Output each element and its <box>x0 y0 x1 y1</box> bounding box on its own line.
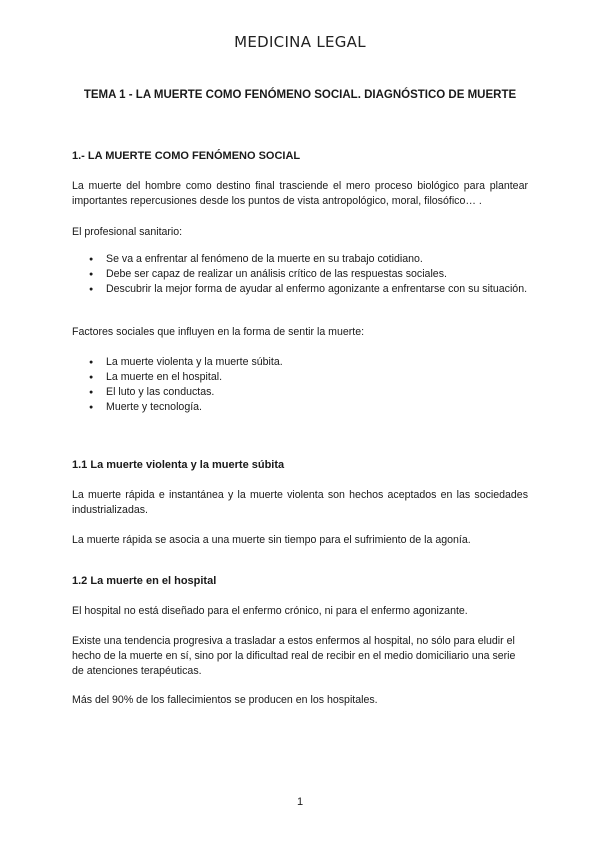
section-heading: 1.- LA MUERTE COMO FENÓMENO SOCIAL <box>72 150 301 162</box>
list-item: ● El luto y las conductas. <box>72 385 528 400</box>
page-title: TEMA 1 - LA MUERTE COMO FENÓMENO SOCIAL. DIAGNÓSTICO DE MUERTE <box>83 89 517 101</box>
list-item: ● Descubrir la mejor forma de ayudar al enfermo agonizante a enfrentarse con su situación. <box>72 282 528 297</box>
page-number: 1 <box>296 796 304 808</box>
profesional-list <box>72 252 528 297</box>
list-item: ● Muerte y tecnología. <box>72 400 528 415</box>
paragraph: La muerte rápida e instantánea y la muerte violenta son hechos aceptados en las sociedades industrializadas. <box>72 489 528 516</box>
list-item: ● Se va a enfrentar al fenómeno de la muerte en su trabajo cotidiano. <box>72 252 528 267</box>
paragraph-intro: La muerte del hombre como destino final trasciende el mero proceso biológico para plantear importantes repercusiones desde los puntos de vista antropológico, moral, filosófico… . <box>72 180 528 207</box>
list-item: ● La muerte en el hospital. <box>72 370 528 385</box>
factores-list <box>72 355 528 415</box>
paragraph: El hospital no está diseñado para el enfermo crónico, ni para el enfermo agonizante. <box>72 605 468 617</box>
paragraph: La muerte rápida se asocia a una muerte sin tiempo para el sufrimiento de la agonía. <box>72 534 471 546</box>
paragraph: Más del 90% de los fallecimientos se producen en los hospitales. <box>72 694 378 706</box>
subsection-heading: 1.1 La muerte violenta y la muerte súbita <box>72 459 285 471</box>
paragraph-profesional-label: El profesional sanitario: <box>72 226 183 238</box>
paragraph: Existe una tendencia progresiva a trasladar a estos enfermos al hospital, no sólo para eludir el hecho de la muerte en sí, sino por la dificultad real de recibir en el medio domiciliario una serie de atenciones terapéuticas. <box>72 635 516 677</box>
list-item: ● La muerte violenta y la muerte súbita. <box>72 355 528 370</box>
paragraph-factores-label: Factores sociales que influyen en la forma de sentir la muerte: <box>72 326 365 338</box>
list-item: ● Debe ser capaz de realizar un análisis crítico de las respuestas sociales. <box>72 267 528 282</box>
subsection-heading: 1.2 La muerte en el hospital <box>72 575 217 587</box>
page-header: MEDICINA LEGAL <box>234 33 366 51</box>
